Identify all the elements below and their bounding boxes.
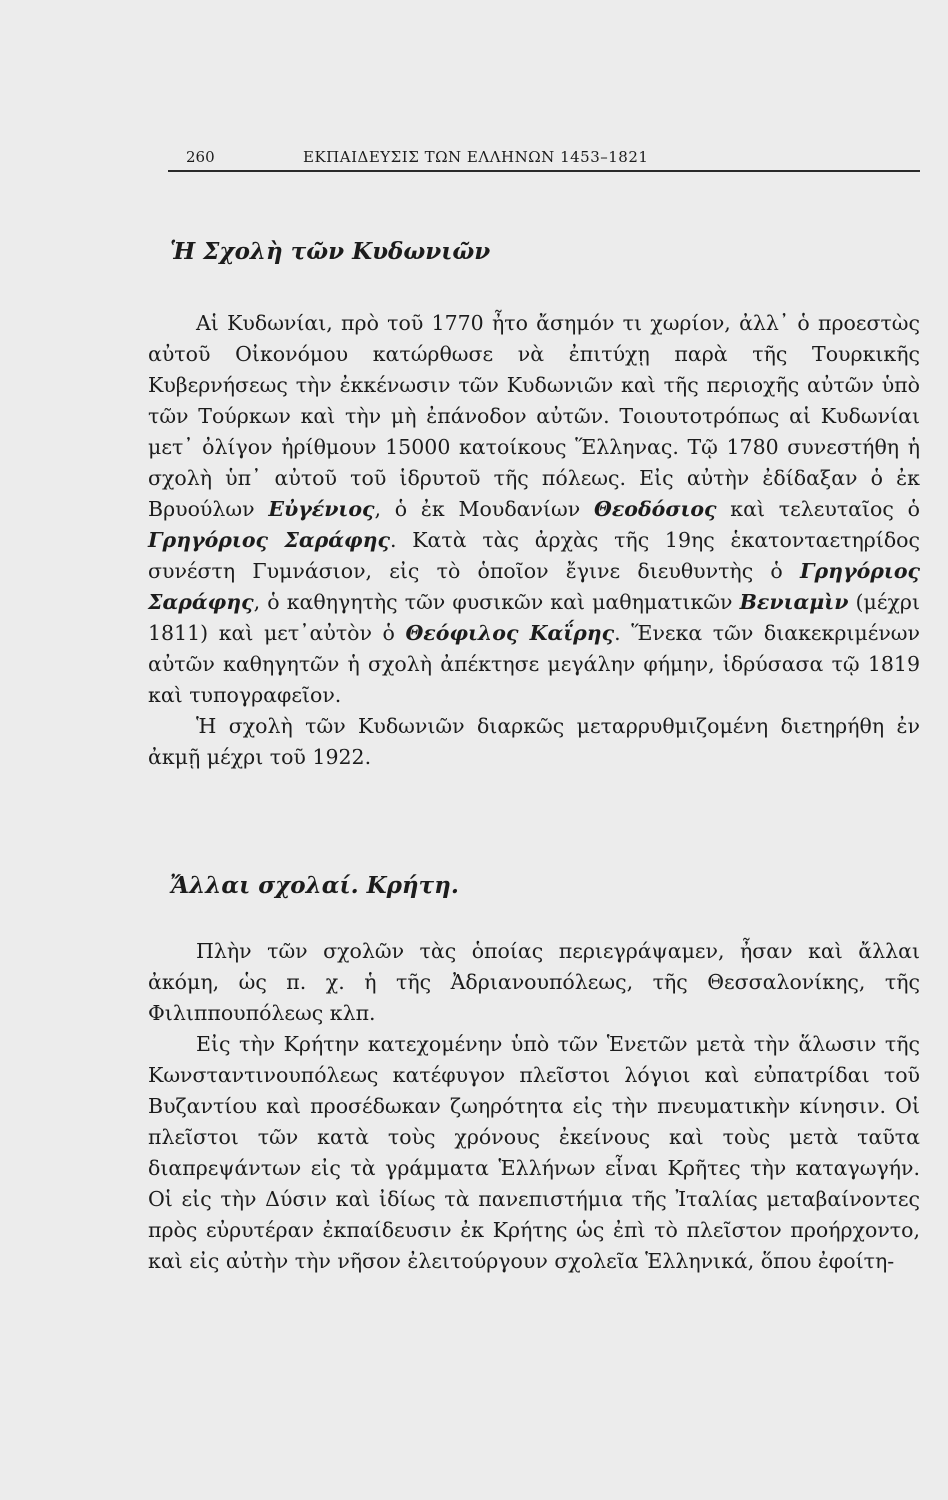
paragraph	[148, 308, 920, 711]
text-run: , ὁ ἐκ Μουδανίων	[374, 497, 594, 521]
section-other-schools-text	[148, 936, 920, 1277]
text-run: . Ἕνεκα τῶν διακεκριμένων αὐτῶν καθηγητῶν ἡ σχολὴ ἀπέκτησε μεγάλην φήμην, ἱδρύσασα τῷ 1819 καὶ τυπογραφεῖον.	[148, 621, 920, 707]
paragraph: Πλὴν τῶν σχολῶν τὰς ὁποίας περιεγράψαμεν, ἦσαν καὶ ἄλλαι ἀκόμη, ὡς π. χ. ἡ τῆς Ἀδριανουπόλεως, τῆς Θεσσαλονίκης, τῆς Φιλιππουπόλεως κλπ.	[148, 939, 920, 1025]
running-title: ΕΚΠΑΙΔΕΥΣΙΣ ΤΩΝ ΕΛΛΗΝΩΝ 1453–1821	[303, 148, 649, 166]
text-run: (μέχρι 1811) καὶ μετ᾽αὐτὸν ὁ	[148, 590, 920, 645]
person-name: Βενιαμὶν	[739, 590, 849, 614]
person-name: Γρηγόριος Σαράφης	[148, 528, 390, 552]
section-heading-other-schools: Ἄλλαι σχολαί. Κρήτη.	[170, 872, 459, 899]
person-name: Γρηγόριος Σαράφης	[148, 559, 920, 614]
text-run: , ὁ καθηγητὴς τῶν φυσικῶν καὶ μαθηματικῶν	[253, 590, 740, 614]
section-heading-kydonies: Ἡ Σχολὴ τῶν Κυδωνιῶν	[170, 238, 491, 265]
paragraph: Ἡ σχολὴ τῶν Κυδωνιῶν διαρκῶς μεταρρυθμιζομένη διετηρήθη ἐν ἀκμῇ μέχρι τοῦ 1922.	[148, 714, 920, 769]
text-run: . Κατὰ τὰς ἀρχὰς τῆς 19ης ἑκατονταετηρίδος συνέστη Γυμνάσιον, εἰς τὸ ὁποῖον ἔγινε διευθυντὴς ὁ	[148, 528, 920, 583]
person-name: Θεοδόσιος	[593, 497, 717, 521]
paragraph: Εἰς τὴν Κρήτην κατεχομένην ὑπὸ τῶν Ἑνετῶν μετὰ τὴν ἅλωσιν τῆς Κωνσταντινουπόλεως κατέφυγον πλεῖστοι λόγιοι καὶ εὐπατρίδαι τοῦ Βυζαντίου καὶ προσέδωκαν ζωηρότητα εἰς τὴν πνευματικὴν κίνησιν. Οἱ πλεῖστοι τῶν κατὰ τοὺς χρόνους ἐκείνους καὶ τοὺς μετὰ ταῦτα διαπρεψάντων εἰς τὰ γράμματα Ἑλλήνων εἶναι Κρῆτες τὴν καταγωγήν. Οἱ εἰς τὴν Δύσιν καὶ ἰδίως τὰ πανεπιστήμια τῆς Ἰταλίας μεταβαίνοντες πρὸς εὐρυτέραν ἐκπαίδευσιν ἐκ Κρήτης ὡς ἐπὶ τὸ πλεῖστον προήρχοντο, καὶ εἰς αὐτὴν τὴν νῆσον ἐλειτούργουν σχολεῖα Ἑλληνικά, ὅπου ἐφοίτη-	[148, 1032, 920, 1273]
person-name: Θεόφιλος Καΐρης	[405, 621, 615, 645]
person-name: Εὐγένιος	[268, 497, 375, 521]
page-number: 260	[186, 148, 215, 166]
text-run: Αἱ Κυδωνίαι, πρὸ τοῦ 1770 ἦτο ἄσημόν τι χωρίον, ἀλλ᾽ ὁ προεστὼς αὐτοῦ Οἰκονόμου κατώρθωσε νὰ ἐπιτύχῃ παρὰ τῆς Τουρκικῆς Κυβερνήσεως τὴν ἐκκένωσιν τῶν Κυδωνιῶν καὶ τῆς περιοχῆς αὐτῶν ὑπὸ τῶν Τούρκων καὶ τὴν μὴ ἐπάνοδον αὐτῶν. Τοιουτοτρόπως αἱ Κυδωνίαι μετ᾽ ὀλίγον ἠρίθμουν 15000 κατοίκους Ἕλληνας. Τῷ 1780 συνεστήθη ἡ σχολὴ ὑπ᾽ αὐτοῦ τοῦ ἱδρυτοῦ τῆς πόλεως. Εἰς αὐτὴν ἐδίδαξαν ὁ ἐκ Βρυούλων	[148, 311, 920, 521]
section-kydonies-text	[148, 308, 920, 773]
text-run: καὶ τελευταῖος ὁ	[716, 497, 920, 521]
running-header	[168, 148, 920, 172]
